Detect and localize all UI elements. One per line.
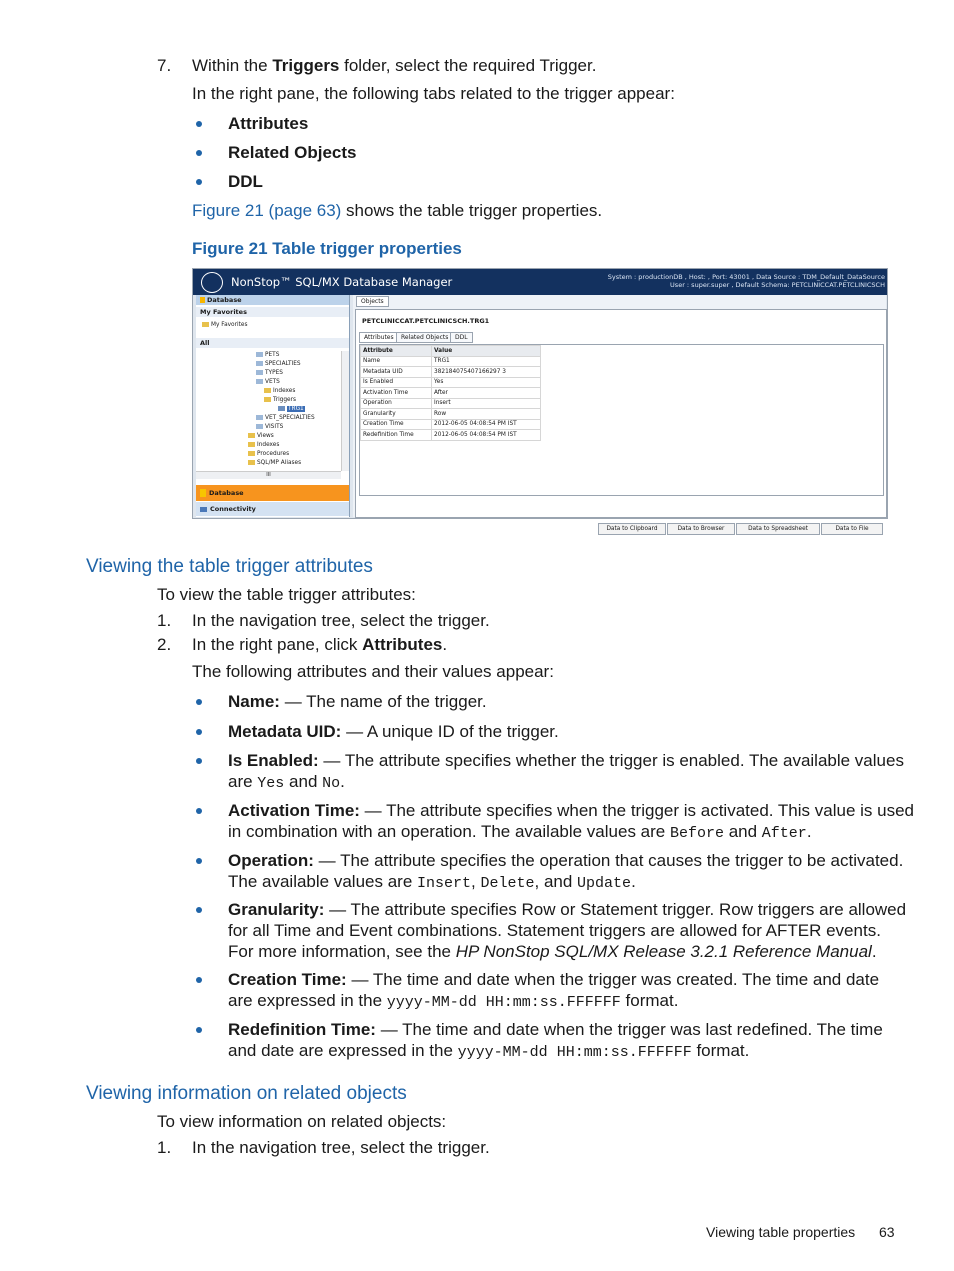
tree-hscrollbar[interactable]: III	[196, 471, 341, 479]
figure-screenshot	[192, 268, 888, 532]
bullet	[196, 699, 202, 705]
system-info: System : productionDB , Host: , Port: 43001 , Data Source : TDM_Default_DataSource User : super.super , Default Schema: PETCLINICCAT.PETCLINICSCH	[607, 273, 885, 289]
tree-item[interactable]: SPECIALTIES	[256, 361, 301, 367]
attribute-creation-item: Creation Time: — The time and date when the trigger was created. The time and date are expressed in the yyyy-MM-dd HH:mm:ss.FFFFFF format.	[228, 970, 880, 1011]
figure-reference: Figure 21 (page 63) shows the table trigger properties.	[192, 201, 603, 220]
step-text: In the right pane, click Attributes.	[192, 635, 448, 654]
bullet	[196, 729, 202, 735]
section-intro: To view information on related objects:	[157, 1112, 447, 1131]
tree-item[interactable]: VISITS	[256, 424, 283, 430]
tree-item[interactable]: TYPES	[256, 370, 283, 376]
attributes-grid	[359, 344, 884, 496]
tree-scrollbar[interactable]	[341, 351, 349, 471]
database-icon	[200, 297, 205, 303]
step-text: In the navigation tree, select the trigger.	[192, 1138, 490, 1157]
object-name: PETCLINICCAT.PETCLINICSCH.TRG1	[362, 317, 490, 325]
step-text: Within the Triggers folder, select the required Trigger.	[192, 56, 597, 75]
figure-caption: Figure 21 Table trigger properties	[192, 239, 462, 258]
tree-item-selected[interactable]: TRG1	[278, 406, 305, 412]
table-row[interactable]: Activation Time After	[361, 388, 541, 399]
bullet	[196, 977, 202, 983]
tab-name-ddl: DDL	[228, 172, 263, 191]
tab-name-related-objects: Related Objects	[228, 143, 357, 162]
step-number: 1.	[157, 1138, 172, 1157]
connectivity-icon	[200, 507, 207, 512]
step-subtext: The following attributes and their values appear:	[192, 662, 554, 681]
favorites-tree-item[interactable]: My Favorites	[202, 322, 247, 328]
table-row[interactable]: Granularity Row	[361, 409, 541, 420]
column-header: Attribute	[361, 346, 432, 357]
attributes-table	[360, 345, 541, 441]
tree-item[interactable]: VETS	[256, 379, 280, 385]
tree-item[interactable]: Views	[248, 433, 274, 439]
data-to-clipboard-button[interactable]: Data to Clipboard	[598, 523, 666, 535]
navigation-pane	[196, 295, 350, 517]
tree-item[interactable]: Indexes	[248, 442, 279, 448]
my-favorites-header[interactable]: My Favorites	[196, 307, 349, 317]
nav-connectivity[interactable]: Connectivity	[196, 502, 349, 516]
attribute-redefinition-item: Redefinition Time: — The time and date when the trigger was last redefined. The time and date are expressed in the yyyy-MM-dd HH:mm:ss.FFFFFF format.	[228, 1020, 883, 1061]
table-row[interactable]: Metadata UID 382184075407166297 3	[361, 367, 541, 378]
data-to-browser-button[interactable]: Data to Browser	[667, 523, 735, 535]
footer-title: Viewing table properties	[706, 1224, 856, 1240]
bullet	[196, 150, 202, 156]
data-to-file-button[interactable]: Data to File	[821, 523, 883, 535]
table-row[interactable]: Operation Insert	[361, 398, 541, 409]
inner-tab-ddl[interactable]: DDL	[450, 332, 473, 343]
app-logo-icon	[201, 272, 223, 293]
tree-item[interactable]: SQL/MP Aliases	[248, 460, 301, 466]
bullet	[196, 758, 202, 764]
table-row[interactable]: Is Enabled Yes	[361, 377, 541, 388]
inner-tab-related-objects[interactable]: Related Objects	[396, 332, 453, 343]
attribute-name-item: Name: — The name of the trigger.	[228, 692, 487, 711]
tree-item[interactable]: Triggers	[264, 397, 296, 403]
bullet	[196, 858, 202, 864]
step-number: 7.	[157, 56, 172, 75]
step-number: 1.	[157, 611, 172, 630]
table-row[interactable]: Creation Time 2012-06-05 04:08:54 PM IST	[361, 419, 541, 430]
bullet	[196, 808, 202, 814]
tree-item[interactable]: Procedures	[248, 451, 289, 457]
section-heading: Viewing information on related objects	[86, 1083, 407, 1104]
manual-title: HP NonStop SQL/MX Release 3.2.1 Reference Manual	[455, 942, 872, 961]
bullet	[196, 179, 202, 185]
tree-item[interactable]: Indexes	[264, 388, 295, 394]
attribute-operation-item: Operation: — The attribute specifies the operation that causes the trigger to be activated. The available values are Insert, Delete, and Update.	[228, 851, 904, 892]
step-subtext: In the right pane, the following tabs related to the trigger appear:	[192, 84, 675, 103]
section-intro: To view the table trigger attributes:	[157, 585, 416, 604]
bullet	[196, 1027, 202, 1033]
tab-name-attributes: Attributes	[228, 114, 309, 133]
bullet	[196, 121, 202, 127]
tree-item[interactable]: PETS	[256, 352, 279, 358]
step-text: In the navigation tree, select the trigger.	[192, 611, 490, 630]
all-header[interactable]: All	[196, 338, 349, 348]
attribute-granularity-item: Granularity: — The attribute specifies Row or Statement trigger. Row triggers are allowed for all Time and Event combinations. Statement triggers are allowed for AFTER events. For more information, see the HP NonStop SQL/MX Release 3.2.1 Reference Manual.	[228, 900, 907, 961]
column-header: Value	[432, 346, 541, 357]
content-pane	[353, 295, 886, 532]
step-number: 2.	[157, 635, 172, 654]
database-icon	[200, 489, 206, 497]
attribute-enabled-item: Is Enabled: — The attribute specifies whether the trigger is enabled. The available values are Yes and No.	[228, 751, 904, 792]
app-titlebar	[193, 269, 887, 295]
table-header-row	[361, 346, 541, 357]
attribute-uid-item: Metadata UID: — A unique ID of the trigger.	[228, 722, 559, 741]
tree-item[interactable]: VET_SPECIALTIES	[256, 415, 315, 421]
table-row[interactable]: Name TRG1	[361, 356, 541, 367]
tab-objects[interactable]: Objects	[356, 296, 389, 307]
attribute-activation-item: Activation Time: — The attribute specifies when the trigger is activated. This value is used in combination with an operation. The available values are Before and After.	[228, 801, 914, 842]
nav-database[interactable]: Database	[196, 485, 349, 501]
bullet	[196, 907, 202, 913]
pane-header: Database	[196, 295, 349, 305]
inner-tab-attributes[interactable]: Attributes	[359, 332, 399, 343]
section-heading: Viewing the table trigger attributes	[86, 556, 373, 577]
objects-panel	[355, 309, 887, 518]
table-row[interactable]: Redefinition Time 2012-06-05 04:08:54 PM IST	[361, 430, 541, 441]
app-title: NonStop™ SQL/MX Database Manager	[231, 275, 453, 289]
data-to-spreadsheet-button[interactable]: Data to Spreadsheet	[736, 523, 820, 535]
figure-link[interactable]: Figure 21 (page 63)	[192, 201, 342, 220]
page-number: 63	[879, 1224, 895, 1240]
